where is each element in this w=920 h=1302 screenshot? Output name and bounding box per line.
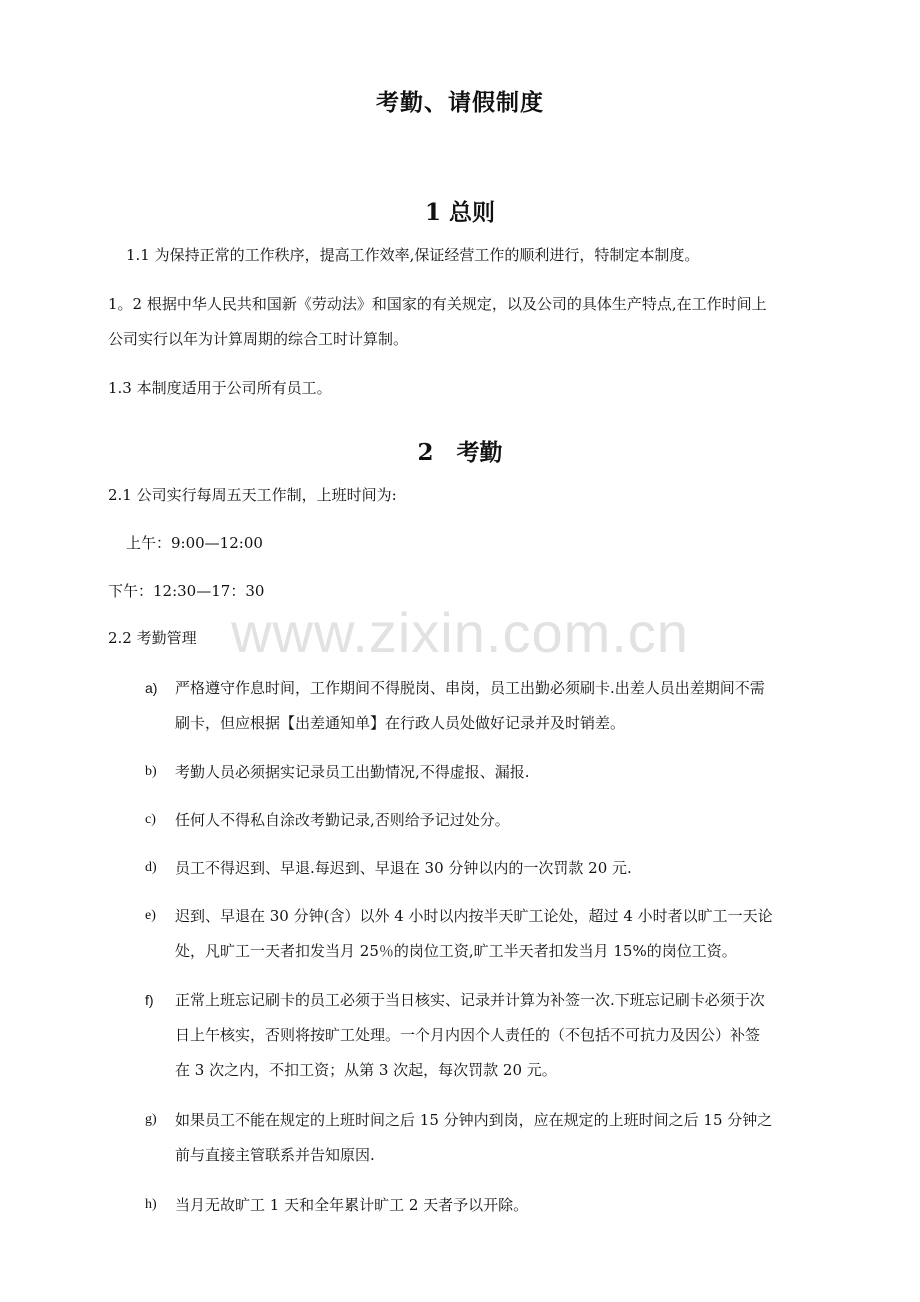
list-item-f-line-2: 日上午核实，否则将按旷工处理。一个月内因个人责任的（不包括不可抗力及因公）补签 — [175, 1026, 761, 1044]
watermark: www.zixin.com.cn — [231, 601, 689, 664]
paragraph-2-1: 2.1 公司实行每周五天工作制，上班时间为: — [108, 486, 397, 504]
list-item-g-line-1: 如果员工不能在规定的上班时间之后 15 分钟内到岗，应在规定的上班时间之后 15 分钟之 — [175, 1111, 773, 1129]
list-marker-h: h) — [145, 1197, 157, 1212]
list-item-f-line-1: 正常上班忘记刷卡的员工必须于当日核实、记录并计算为补签一次.下班忘记刷卡必须于次 — [175, 991, 765, 1009]
list-marker-g: g) — [145, 1112, 157, 1127]
paragraph-1-2-line-1: 1。2 根据中华人民共和国新《劳动法》和国家的有关规定，以及公司的具体生产特点,在工作时间上 — [108, 295, 767, 313]
list-item-h-line-1: 当月无故旷工 1 天和全年累计旷工 2 天者予以开除。 — [175, 1196, 529, 1214]
list-item-a-line-1: 严格遵守作息时间，工作期间不得脱岗、串岗，员工出勤必须刷卡.出差人员出差期间不需 — [175, 679, 765, 697]
morning-hours: 上午：9:00—12:00 — [126, 534, 263, 552]
section-heading-attendance: 2 考勤 — [417, 439, 503, 466]
list-item-f-line-3: 在 3 次之内，不扣工资；从第 3 次起，每次罚款 20 元。 — [175, 1061, 557, 1079]
list-item-b-line-1: 考勤人员必须据实记录员工出勤情况,不得虚报、漏报. — [175, 763, 530, 781]
paragraph-1-1: 1.1 为保持正常的工作秩序，提高工作效率,保证经营工作的顺利进行，特制定本制度。 — [126, 246, 700, 264]
paragraph-1-2-line-2: 公司实行以年为计算周期的综合工时计算制。 — [108, 330, 409, 348]
list-marker-a: a) — [145, 680, 158, 696]
list-marker-c: c) — [145, 812, 156, 827]
afternoon-hours: 下午：12:30—17：30 — [108, 582, 265, 600]
paragraph-2-2: 2.2 考勤管理 — [108, 629, 197, 647]
list-item-e-line-1: 迟到、早退在 30 分钟(含）以外 4 小时以内按半天旷工论处，超过 4 小时者以旷工一天论 — [175, 907, 773, 925]
list-item-a-line-2: 刷卡，但应根据【出差通知单】在行政人员处做好记录并及时销差。 — [175, 714, 626, 732]
paragraph-1-3: 1.3 本制度适用于公司所有员工。 — [108, 379, 332, 397]
document-title: 考勤、请假制度 — [376, 89, 544, 116]
list-marker-b: b) — [145, 764, 157, 779]
list-marker-f: f) — [145, 992, 154, 1008]
list-marker-e: e) — [145, 908, 156, 923]
list-item-e-line-2: 处，凡旷工一天者扣发当月 25％的岗位工资,旷工半天者扣发当月 15%的岗位工资。 — [175, 942, 737, 960]
list-item-c-line-1: 任何人不得私自涂改考勤记录,否则给予记过处分。 — [175, 811, 510, 829]
list-item-g-line-2: 前与直接主管联系并告知原因. — [175, 1146, 375, 1164]
section-heading-general: 1 总则 — [424, 199, 495, 226]
list-item-d-line-1: 员工不得迟到、早退.每迟到、早退在 30 分钟以内的一次罚款 20 元. — [175, 859, 632, 877]
list-marker-d: d) — [145, 860, 157, 875]
